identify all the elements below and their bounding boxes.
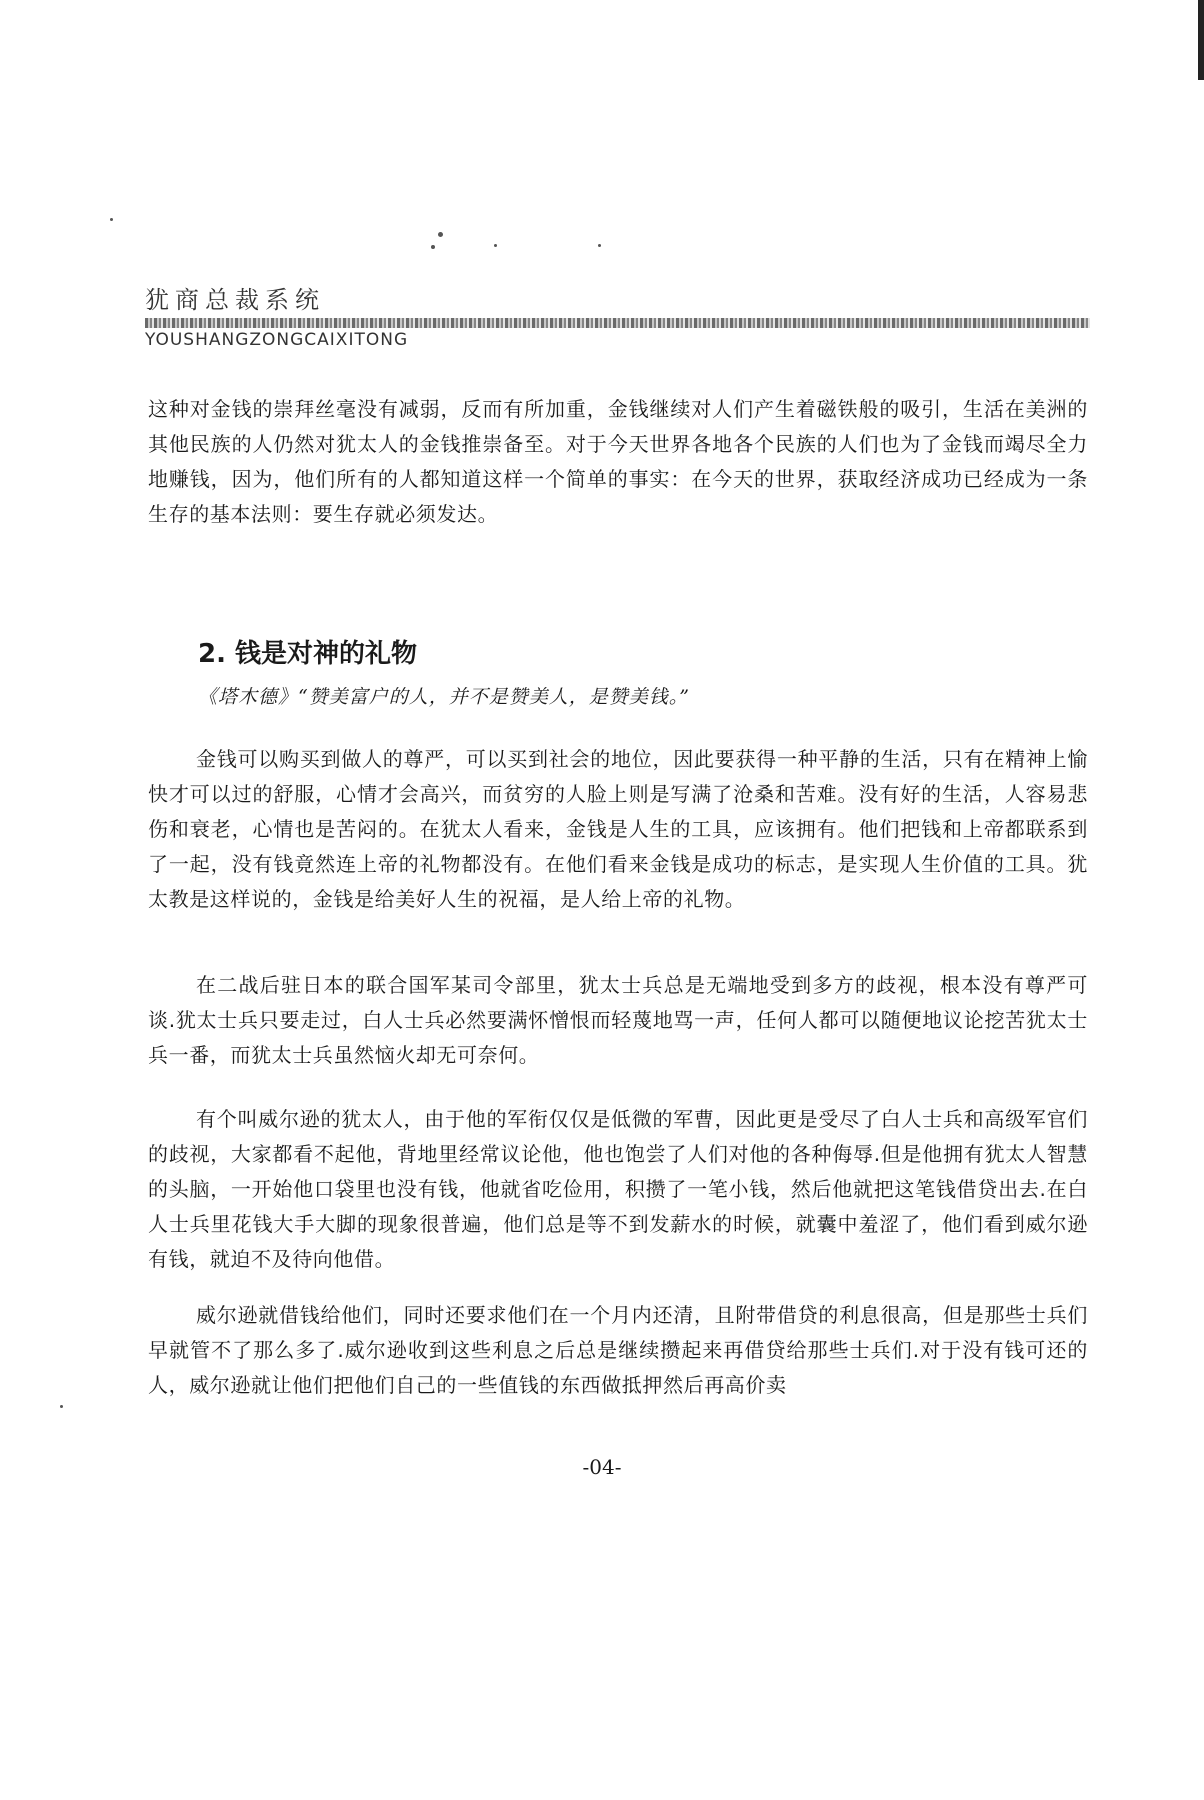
scan-speck	[598, 244, 601, 247]
scan-speck	[110, 218, 113, 221]
header-divider	[145, 318, 1090, 328]
section-heading: 2. 钱是对神的礼物	[198, 639, 418, 669]
running-header-pinyin: YOUSHANGZONGCAIXITONG	[145, 330, 409, 350]
scan-speck	[60, 1405, 63, 1408]
page-number: -04-	[582, 1455, 622, 1479]
paragraph-intro: 这种对金钱的崇拜丝毫没有减弱，反而有所加重，金钱继续对人们产生着磁铁般的吸引，生活在美洲的其他民族的人仍然对犹太人的金钱推崇备至。对于今天世界各地各个民族的人们也为了金钱而竭尽全力地赚钱，因为，他们所有的人都知道这样一个简单的事实：在今天的世界，获取经济成功已经成为一条生存的基本法则：要生存就必须发达。	[148, 397, 1088, 526]
section-epigraph: 《塔木德》“赞美富户的人，并不是赞美人，是赞美钱。”	[198, 686, 690, 708]
scan-speck	[494, 244, 497, 247]
scan-speck	[438, 232, 443, 237]
paragraph-4: 威尔逊就借钱给他们，同时还要求他们在一个月内还清，且附带借贷的利息很高，但是那些士兵们早就管不了那么多了.威尔逊收到这些利息之后总是继续攒起来再借贷给那些士兵们.对于没有钱可还的人，威尔逊就让他们把他们自己的一些值钱的东西做抵押然后再高价卖	[148, 1303, 1088, 1397]
running-header-title: 犹商总裁系统	[145, 286, 325, 314]
scan-speck	[431, 245, 435, 249]
paragraph-3: 有个叫威尔逊的犹太人，由于他的军衔仅仅是低微的军曹，因此更是受尽了白人士兵和高级军官们的歧视，大家都看不起他，背地里经常议论他，他也饱尝了人们对他的各种侮辱.但是他拥有犹太人智慧的头脑，一开始他口袋里也没有钱，他就省吃俭用，积攒了一笔小钱，然后他就把这笔钱借贷出去.在白人士兵里花钱大手大脚的现象很普遍，他们总是等不到发薪水的时候，就囊中羞涩了，他们看到威尔逊有钱，就迫不及待向他借。	[148, 1107, 1088, 1271]
scan-edge-mark	[1198, 0, 1204, 80]
paragraph-1: 金钱可以购买到做人的尊严，可以买到社会的地位，因此要获得一种平静的生活，只有在精神上愉快才可以过的舒服，心情才会高兴，而贫穷的人脸上则是写满了沧桑和苦难。没有好的生活，人容易悲伤和衰老，心情也是苦闷的。在犹太人看来，金钱是人生的工具，应该拥有。他们把钱和上帝都联系到了一起，没有钱竟然连上帝的礼物都没有。在他们看来金钱是成功的标志，是实现人生价值的工具。犹太教是这样说的，金钱是给美好人生的祝福，是人给上帝的礼物。	[148, 747, 1088, 911]
paragraph-2: 在二战后驻日本的联合国军某司令部里，犹太士兵总是无端地受到多方的歧视，根本没有尊严可谈.犹太士兵只要走过，白人士兵必然要满怀憎恨而轻蔑地骂一声，任何人都可以随便地议论挖苦犹太士兵一番，而犹太士兵虽然恼火却无可奈何。	[148, 973, 1088, 1067]
